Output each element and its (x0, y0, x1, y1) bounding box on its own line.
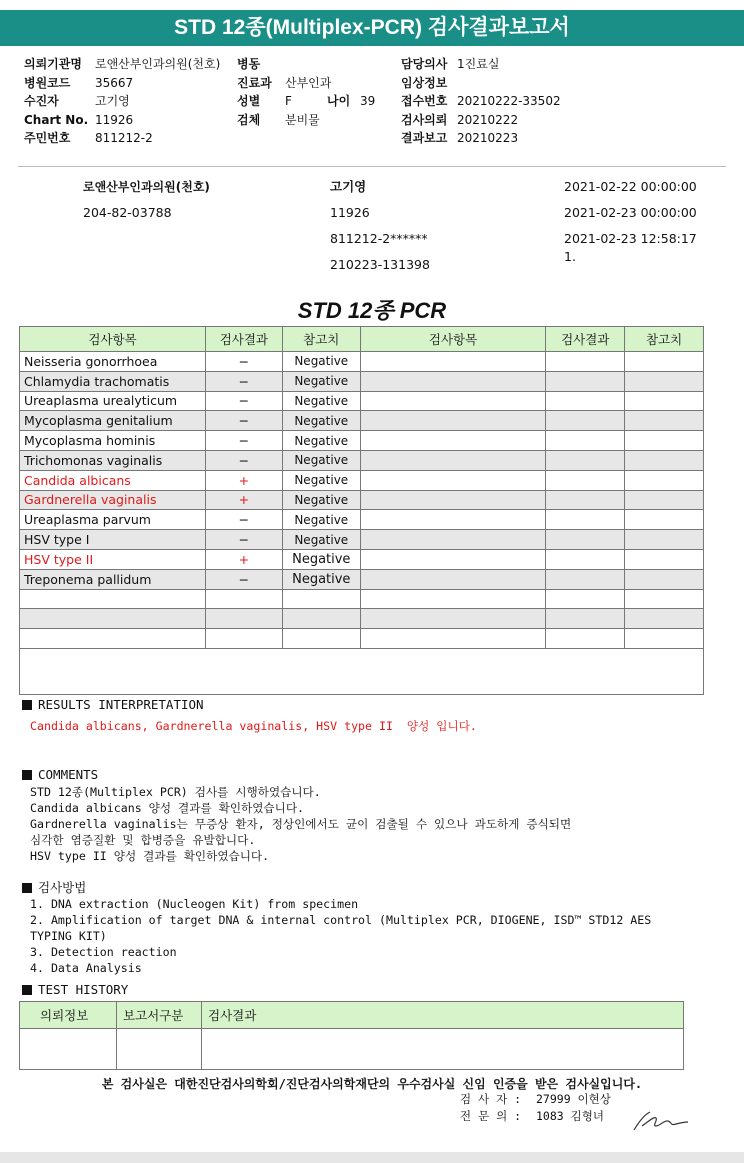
empty-cell (205, 629, 282, 649)
report-title: STD 12종(Multiplex-PCR) 검사결과보고서 (0, 10, 744, 46)
empty-cell (282, 589, 360, 609)
test-result: + (205, 490, 282, 510)
test-name: Neisseria gonorrhoea (20, 352, 206, 372)
test-name: Trichomonas vaginalis (20, 450, 206, 470)
col-header: 검사항목 (360, 327, 546, 352)
table-row (20, 569, 704, 589)
history-table (19, 1001, 684, 1070)
col-header: 검사결과 (205, 327, 282, 352)
summary-date-2: 2021-02-23 00:00:00 (564, 205, 697, 220)
header-label: 담당의사 (401, 57, 448, 71)
test-reference: Negative (282, 470, 360, 490)
header-col2 (237, 55, 375, 129)
test-result: − (205, 352, 282, 372)
test-name: Chlamydia trachomatis (20, 371, 206, 391)
header-value: 1진료실 (457, 57, 500, 71)
test-reference: Negative (282, 450, 360, 470)
table-row (20, 371, 704, 391)
test-result: − (205, 510, 282, 530)
history-section-heading (22, 982, 128, 997)
test-result: − (205, 431, 282, 451)
empty-cell (20, 629, 206, 649)
signer-label: 검 사 자 : (460, 1092, 522, 1106)
test-reference: Negative (282, 431, 360, 451)
test-result: − (205, 530, 282, 550)
summary-patient: 고기영 (330, 179, 367, 194)
signature-image (630, 1104, 692, 1134)
page-footer-bar (0, 1152, 744, 1163)
test-result: + (205, 549, 282, 569)
header-label: 성별 (237, 94, 261, 108)
test-reference: Negative (282, 510, 360, 530)
history-col-header: 의뢰정보 (20, 1002, 117, 1029)
test-result: − (205, 411, 282, 431)
empty-cell (205, 589, 282, 609)
test-result: − (205, 371, 282, 391)
comments-heading: COMMENTS (38, 767, 99, 782)
empty-cell (625, 609, 704, 629)
summary-date-1: 2021-02-22 00:00:00 (564, 179, 697, 194)
table-row (20, 411, 704, 431)
test-reference: Negative (282, 371, 360, 391)
test-reference: Negative (282, 352, 360, 372)
summary-date-3-cont: 1. (564, 249, 576, 264)
test-reference: Negative (282, 549, 360, 569)
table-row (20, 450, 704, 470)
header-label: 병동 (237, 57, 261, 71)
certification-text: 본 검사실은 대한진단검사의학회/진단검사의학재단의 우수검사실 신임 인증을 받은 검사실입니다. (101, 1077, 643, 1091)
header-label: 검체 (237, 112, 261, 127)
test-reference: Negative (282, 569, 360, 589)
signer-value: 27999 이현상 (536, 1092, 611, 1106)
empty-cell (625, 589, 704, 609)
square-bullet-icon (22, 985, 32, 995)
table-row (20, 352, 704, 372)
empty-cell (360, 589, 546, 609)
summary-chart: 11926 (330, 205, 370, 220)
empty-cell (546, 609, 625, 629)
header-value: 20210223 (457, 131, 519, 145)
square-bullet-icon (22, 700, 32, 710)
method-heading: 검사방법 (38, 880, 87, 895)
method-section-heading (22, 878, 86, 896)
test-result: − (205, 450, 282, 470)
test-name: Gardnerella vaginalis (20, 490, 206, 510)
method-text: 1. DNA extraction (Nucleogen Kit) from specimen 2. Amplification of target DNA & internal control (Multiplex PCR, DIOGENE, ISD™ STD12 AES TYPING KIT) 3. Detection reaction 4. Data Analysis (30, 897, 652, 975)
header-label: 결과보고 (401, 131, 448, 145)
summary-report-no: 210223-131398 (330, 257, 430, 272)
header-value: F (285, 94, 292, 108)
col-header: 참고치 (625, 327, 704, 352)
header-label: 주민번호 (24, 131, 71, 145)
summary-id: 811212-2****** (330, 231, 428, 246)
empty-cell (282, 629, 360, 649)
header-label: Chart No. (24, 112, 89, 127)
empty-cell (205, 609, 282, 629)
header-value: 고기영 (95, 94, 130, 108)
test-name: HSV type II (20, 549, 206, 569)
header-label: 진료과 (237, 75, 272, 90)
test-name: Candida albicans (20, 470, 206, 490)
history-col-header: 검사결과 (202, 1002, 684, 1029)
history-heading: TEST HISTORY (38, 982, 129, 997)
test-reference: Negative (282, 530, 360, 550)
summary-date-3: 2021-02-23 12:58:17 (564, 231, 697, 246)
test-result: + (205, 470, 282, 490)
header-value: 11926 (95, 112, 134, 127)
header-col1 (24, 55, 220, 148)
empty-cell (20, 609, 206, 629)
table-row (20, 549, 704, 569)
header-col3 (401, 55, 561, 148)
header-value: 산부인과 (285, 75, 332, 90)
test-name: Mycoplasma genitalium (20, 411, 206, 431)
table-row (20, 391, 704, 411)
empty-cell (625, 629, 704, 649)
table-row (20, 589, 704, 609)
header-value: 811212-2 (95, 131, 153, 145)
comments-section-heading (22, 767, 98, 782)
test-reference: Negative (282, 411, 360, 431)
summary-business-no: 204-82-03788 (83, 205, 172, 220)
header-label: 의뢰기관명 (24, 57, 82, 71)
signer-label: 전 문 의 : (460, 1109, 522, 1123)
header-label: 접수번호 (401, 94, 448, 108)
history-col-header: 보고서구분 (117, 1002, 202, 1029)
signers (460, 1091, 611, 1125)
results-table (19, 326, 704, 695)
table-row (20, 629, 704, 649)
test-reference: Negative (282, 490, 360, 510)
header-value: 분비물 (285, 112, 320, 127)
test-name: Ureaplasma urealyticum (20, 391, 206, 411)
summary-clinic: 로앤산부인과의원(천호) (83, 180, 210, 194)
age-value: 39 (360, 94, 376, 108)
empty-cell (360, 609, 546, 629)
signer-value: 1083 김형녀 (536, 1109, 604, 1123)
empty-cell (360, 629, 546, 649)
square-bullet-icon (22, 883, 32, 893)
col-header: 참고치 (282, 327, 360, 352)
col-header: 검사결과 (546, 327, 625, 352)
empty-cell (20, 648, 704, 694)
header-label: 임상정보 (401, 75, 448, 90)
table-row (20, 431, 704, 451)
results-body (20, 352, 704, 695)
empty-cell (546, 589, 625, 609)
results-section-heading (22, 697, 204, 712)
test-result: − (205, 391, 282, 411)
table-row (20, 490, 704, 510)
table-row (20, 510, 704, 530)
summary-dates-block (564, 174, 697, 264)
test-name: Treponema pallidum (20, 569, 206, 589)
age-label: 나이 (327, 94, 351, 108)
table-row-blank (20, 648, 704, 694)
summary-clinic-block (83, 174, 210, 226)
divider (18, 166, 726, 167)
empty-cell (546, 629, 625, 649)
header-label: 검사의뢰 (401, 112, 448, 127)
header-value: 로앤산부인과의원(천호) (95, 57, 221, 71)
test-result: − (205, 569, 282, 589)
history-row (20, 1029, 684, 1070)
test-reference: Negative (282, 391, 360, 411)
summary-patient-block (330, 174, 430, 278)
square-bullet-icon (22, 770, 32, 780)
empty-cell (20, 589, 206, 609)
test-name: Mycoplasma hominis (20, 431, 206, 451)
table-row (20, 470, 704, 490)
table-row (20, 530, 704, 550)
header-value: 20210222-33502 (457, 94, 561, 108)
table-title: STD 12종 PCR (297, 298, 447, 323)
table-row (20, 609, 704, 629)
results-text: Candida albicans, Gardnerella vaginalis, HSV type II 양성 입니다. (30, 719, 477, 733)
header-value: 20210222 (457, 112, 519, 127)
col-header: 검사항목 (20, 327, 206, 352)
header-label: 수진자 (24, 94, 59, 108)
test-name: Ureaplasma parvum (20, 510, 206, 530)
comments-text: STD 12종(Multiplex PCR) 검사를 시행하였습니다. Candida albicans 양성 결과를 확인하였습니다. Gardnerella vaginalis는 무증상 환자, 정상인에서도 균이 검출될 수 있으나 과도하게 증식되면 심각한 염증질환 및 합병증을 유발합니다. HSV type II 양성 결과를 확인하였습니다. (30, 785, 572, 863)
test-name: HSV type I (20, 530, 206, 550)
header-value: 35667 (95, 75, 134, 90)
results-heading: RESULTS INTERPRETATION (38, 697, 204, 712)
empty-cell (282, 609, 360, 629)
header-label: 병원코드 (24, 75, 71, 90)
